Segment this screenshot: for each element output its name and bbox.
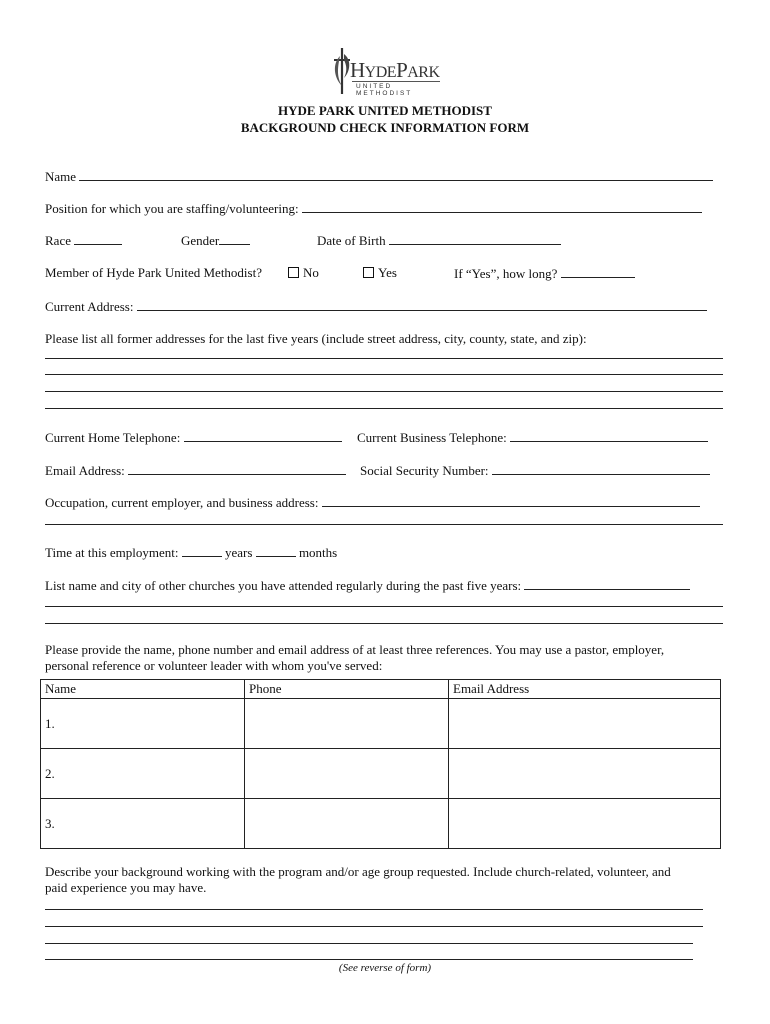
home-phone-field — [45, 429, 342, 446]
gender-field — [181, 232, 250, 249]
name-field — [45, 168, 713, 185]
references-instructions-line1: Please provide the name, phone number and email address of at least three references. You may use a pastor, employer, — [45, 642, 665, 657]
current-address-input-line[interactable] — [137, 298, 707, 311]
header-phone: Phone — [245, 680, 449, 699]
home-phone-input-line[interactable] — [184, 429, 342, 442]
churches-line-3[interactable] — [45, 623, 723, 624]
ssn-label: Social Security Number: — [360, 463, 489, 478]
logo-subtitle: UNITED METHODIST — [356, 83, 413, 97]
occupation-label: Occupation, current employer, and business address: — [45, 495, 319, 510]
header-email: Email Address — [449, 680, 721, 699]
no-label: No — [303, 265, 319, 280]
reference-2-name-cell[interactable]: 2. — [41, 749, 245, 799]
background-instructions-line1: Describe your background working with the program and/or age group requested. Include church-related, volunteer, and — [45, 864, 671, 879]
occupation-line-2[interactable] — [45, 524, 723, 525]
references-table — [40, 679, 721, 849]
time-employment-field — [45, 544, 337, 561]
current-address-label: Current Address: — [45, 299, 134, 314]
table-row — [41, 699, 721, 749]
reference-3-name-cell[interactable]: 3. — [41, 799, 245, 849]
email-label: Email Address: — [45, 463, 125, 478]
table-row — [41, 799, 721, 849]
position-label: Position for which you are staffing/volunteering: — [45, 201, 299, 216]
reference-3-phone-cell[interactable] — [245, 799, 449, 849]
months-label: months — [298, 545, 338, 560]
reference-2-phone-cell[interactable] — [245, 749, 449, 799]
occupation-field — [45, 494, 700, 511]
footer-note: (See reverse of form) — [338, 962, 432, 974]
former-address-line-3[interactable] — [45, 391, 723, 392]
years-label: years — [225, 545, 253, 560]
former-addresses-label: Please list all former addresses for the last five years (include street address, city, county, state, and zip): — [45, 331, 587, 346]
how-long-input-line[interactable] — [561, 265, 635, 278]
reference-3-email-cell[interactable] — [449, 799, 721, 849]
references-instructions-line2: personal reference or volunteer leader with whom you've served: — [45, 658, 383, 673]
form-title-line2: BACKGROUND CHECK INFORMATION FORM — [240, 120, 530, 135]
yes-label: Yes — [378, 265, 397, 280]
dob-field — [317, 232, 561, 249]
position-input-line[interactable] — [302, 200, 702, 213]
business-phone-input-line[interactable] — [510, 429, 708, 442]
churches-label: List name and city of other churches you have attended regularly during the past five years: — [45, 578, 522, 593]
business-phone-field — [357, 429, 708, 446]
background-line-1[interactable] — [45, 909, 703, 910]
church-logo — [330, 46, 442, 96]
yes-checkbox[interactable] — [363, 267, 374, 278]
gender-label: Gender — [181, 233, 220, 248]
name-input-line[interactable] — [79, 168, 713, 181]
dob-input-line[interactable] — [389, 232, 561, 245]
email-input-line[interactable] — [128, 462, 346, 475]
months-input-line[interactable] — [256, 544, 296, 557]
race-field — [45, 232, 122, 249]
current-address-field — [45, 298, 707, 315]
reference-2-email-cell[interactable] — [449, 749, 721, 799]
how-long-label: If “Yes”, how long? — [454, 266, 558, 281]
email-field — [45, 462, 346, 479]
ssn-input-line[interactable] — [492, 462, 710, 475]
ssn-field — [360, 462, 710, 479]
member-question: Member of Hyde Park United Methodist? — [45, 265, 262, 280]
member-no-option[interactable] — [288, 265, 319, 281]
former-address-line-4[interactable] — [45, 408, 723, 409]
how-long-field — [454, 265, 635, 282]
name-label: Name — [45, 169, 77, 184]
background-line-2[interactable] — [45, 926, 703, 927]
dob-label: Date of Birth — [317, 233, 386, 248]
years-input-line[interactable] — [182, 544, 222, 557]
background-line-4[interactable] — [45, 959, 693, 960]
former-address-line-1[interactable] — [45, 358, 723, 359]
churches-field — [45, 577, 690, 594]
race-input-line[interactable] — [74, 232, 122, 245]
race-label: Race — [45, 233, 71, 248]
form-title-line1: HYDE PARK UNITED METHODIST — [278, 103, 492, 118]
logo-wordmark: HYDEPARK — [350, 58, 440, 82]
churches-input-line[interactable] — [524, 577, 690, 590]
table-row — [41, 749, 721, 799]
header-name: Name — [41, 680, 245, 699]
reference-1-email-cell[interactable] — [449, 699, 721, 749]
member-yes-option[interactable] — [363, 265, 397, 281]
reference-1-phone-cell[interactable] — [245, 699, 449, 749]
former-address-line-2[interactable] — [45, 374, 723, 375]
occupation-input-line[interactable] — [322, 494, 700, 507]
background-line-3[interactable] — [45, 943, 693, 944]
time-employment-label: Time at this employment: — [45, 545, 179, 560]
business-phone-label: Current Business Telephone: — [357, 430, 507, 445]
references-header-row — [41, 680, 721, 699]
home-phone-label: Current Home Telephone: — [45, 430, 181, 445]
background-instructions-line2: paid experience you may have. — [45, 880, 207, 895]
position-field — [45, 200, 702, 217]
no-checkbox[interactable] — [288, 267, 299, 278]
churches-line-2[interactable] — [45, 606, 723, 607]
reference-1-name-cell[interactable]: 1. — [41, 699, 245, 749]
gender-input-line[interactable] — [219, 232, 250, 245]
